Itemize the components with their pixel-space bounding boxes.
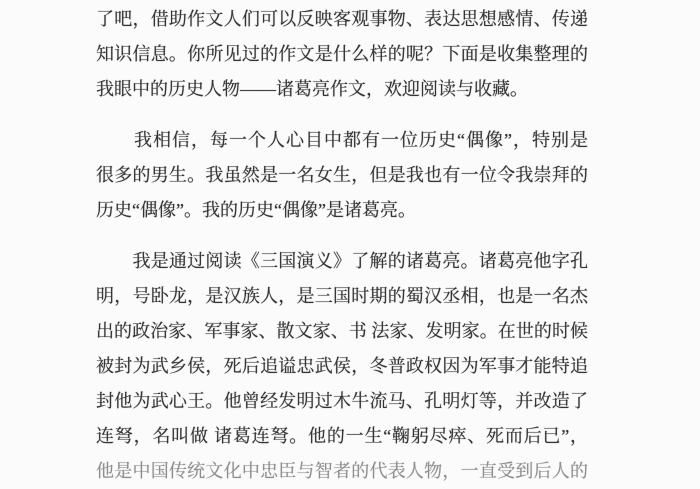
text-line: 了吧，借助作文人们可以反映客观事物、表达思想感情、传递 <box>96 9 588 29</box>
paragraph-intro <box>96 2 588 107</box>
text-line-clipped: 他是中国传统文化中忠臣与智者的代表人物，一直受到后人的 <box>96 461 588 481</box>
text-line: 知识信息。你所见过的作文是什么样的呢？下面是收集整理的 <box>96 44 588 64</box>
text-line: 我相信，每一个人心目中都有一位历史“偶像”，特别是 <box>96 130 588 150</box>
text-line: 我眼中的历史人物——诸葛亮作文，欢迎阅读与收藏。 <box>96 79 528 99</box>
paragraph-idol <box>96 123 588 228</box>
text-line: 我是通过阅读《三国演义》了解的诸葛亮。诸葛亮他字孔 <box>96 251 588 271</box>
text-line: 明，号卧龙，是汉族人，是三国时期的蜀汉丞相，也是一名杰 <box>96 286 588 306</box>
text-line: 出的政治家、军事家、散文家、书 法家、发明家。在世的时候 <box>96 321 588 341</box>
text-line: 封他为武心王。他曾经发明过木牛流马、孔明灯等，并改造了 <box>96 391 588 411</box>
text-line: 很多的男生。我虽然是一名女生，但是我也有一位令我崇拜的 <box>96 165 588 185</box>
text-line: 历史“偶像”。我的历史“偶像”是诸葛亮。 <box>96 200 416 220</box>
text-line: 连弩，名叫做 诸葛连弩。他的一生“鞠躬尽瘁、死而后已”， <box>96 426 588 446</box>
text-line: 被封为武乡侯，死后追谥忠武侯，冬普政权因为军事才能特追 <box>96 356 588 376</box>
paragraph-zhugeliang <box>96 244 588 489</box>
